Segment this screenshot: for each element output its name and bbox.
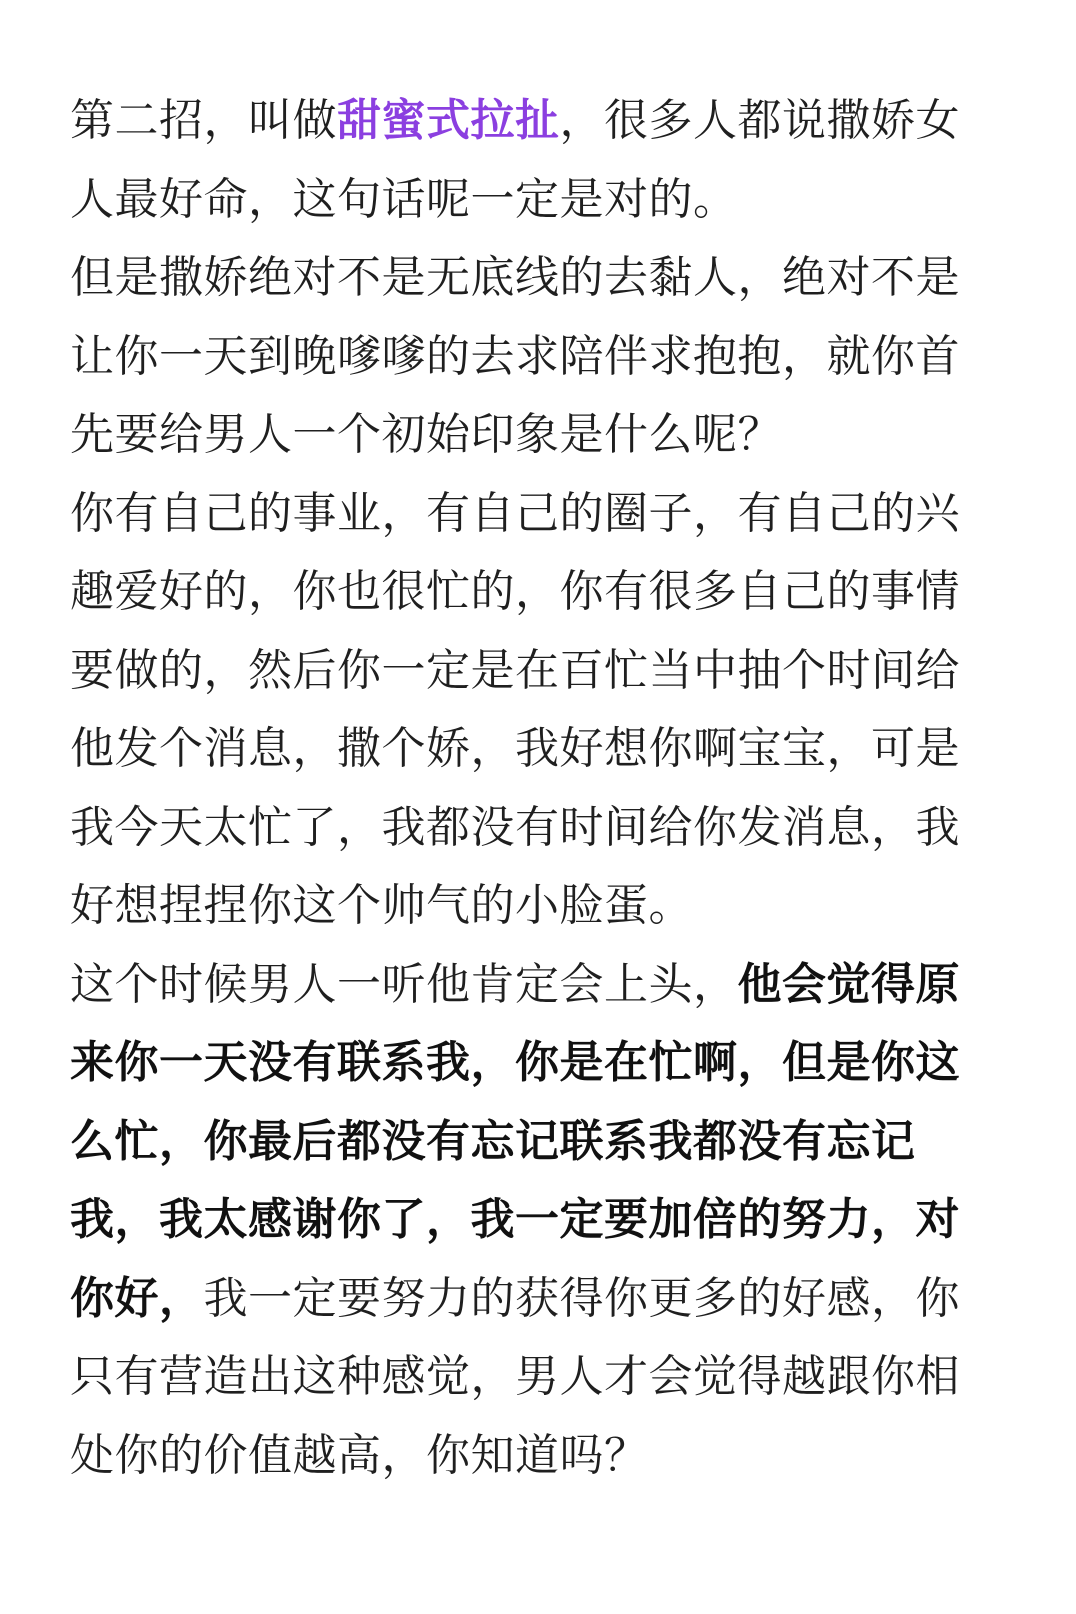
paragraph-4-text-after: 我一定要努力的获得你更多的好感，你只有营造出这种感觉，男人才会觉得越跟你相处你的价值越高，你知道吗？ xyxy=(70,1272,960,1481)
paragraph-2: 但是撒娇绝对不是无底线的去黏人，绝对不是让你一天到晚嗲嗲的去求陪伴求抱抱，就你首先要给男人一个初始印象是什么呢？ xyxy=(70,252,960,460)
highlight-phrase: 甜蜜式拉扯 xyxy=(337,95,560,146)
paragraph-4-text-before: 这个时候男人一听他肯定会上头， xyxy=(70,958,738,1010)
paragraph-3: 你有自己的事业，有自己的圈子，有自己的兴趣爱好的，你也很忙的，你有很多自己的事情要做的，然后你一定是在百忙当中抽个时间给他发个消息，撒个娇，我好想你啊宝宝，可是我今天太忙了，我都没有时间给你发消息，我好想捏捏你这个帅气的小脸蛋。 xyxy=(70,487,960,931)
paragraph-1-text-after: ，很多人都说撒娇女人最好命，这句话呢一定是对的。 xyxy=(70,95,960,225)
bold-emphasis: 他会觉得原来你一天没有联系我，你是在忙啊，但是你这么忙，你最后都没有忘记联系我都没有忘记我，我太感谢你了，我一定要加倍的努力，对你好， xyxy=(70,958,960,1324)
paragraph-4 xyxy=(70,946,966,1496)
article-body xyxy=(70,82,966,1495)
paragraph-1-text-before: 第二招，叫做 xyxy=(70,95,337,146)
paragraph-1 xyxy=(70,82,966,239)
